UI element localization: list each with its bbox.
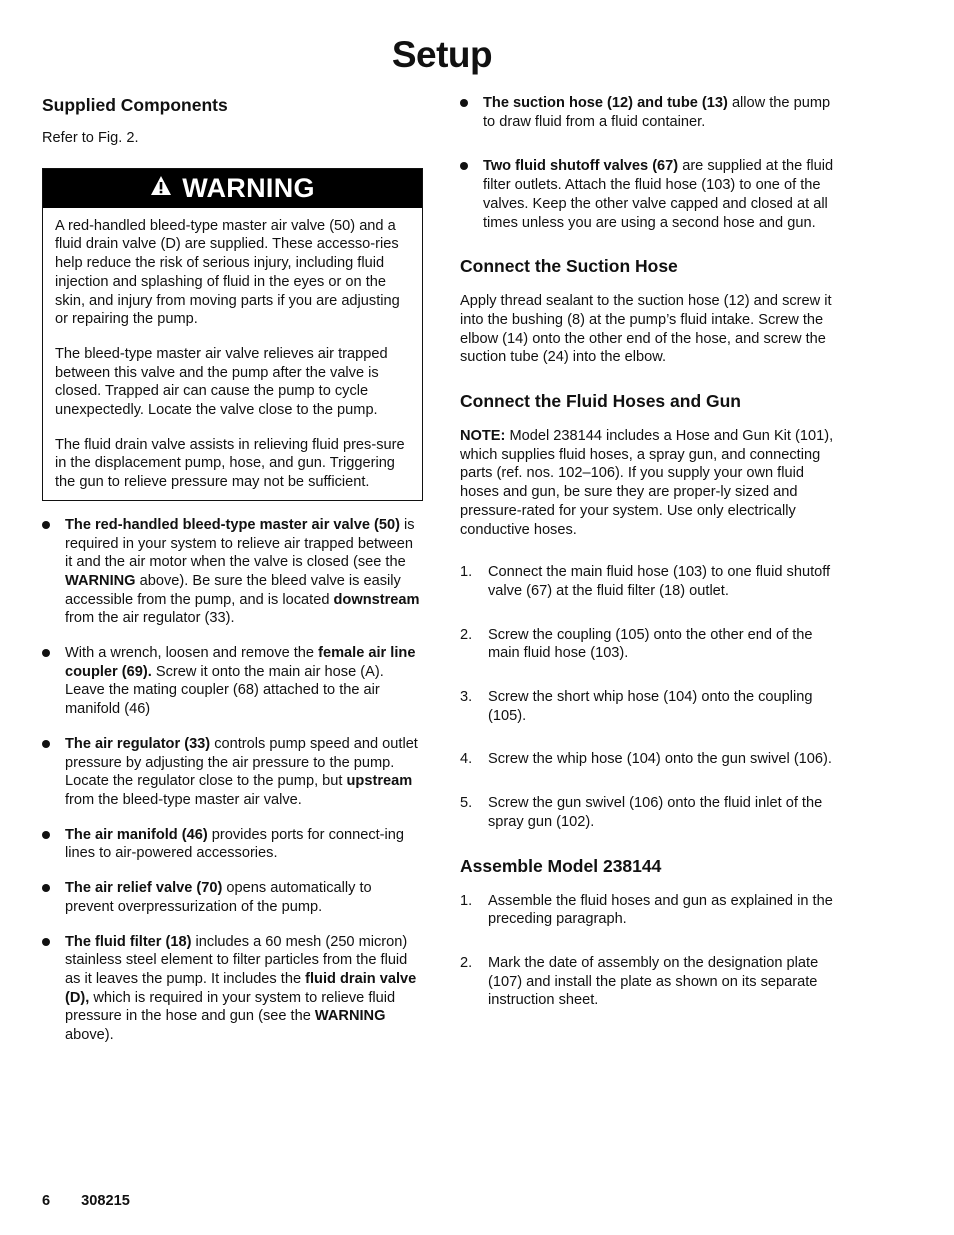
suction-hose-text: Apply thread sealant to the suction hose (12) and screw it into the bushing (8) at the pump’s fluid intake. Screw the elbow (14) onto the other end of the hose, and screw the suction tube (24) into the elbow. [460, 293, 832, 366]
list-item: The red-handled bleed-type master air valve (50) is required in your system to relieve air trapped between it and the air motor when the valve is closed (see the WARNING above). Be sure the bleed valve is easily accessible from the pump, and is located downstream from the air regulator (33). [42, 516, 424, 628]
right-column [460, 90, 842, 1010]
list-item: 1. Assemble the fluid hoses and gun as explained in the preceding paragraph. [460, 892, 833, 928]
supplied-components-heading: Supplied Components [42, 95, 228, 115]
warning-paragraph: A red-handled bleed-type master air valve (50) and a fluid drain valve (D) are supplied. These accesso-ries help reduce the risk of serious injury, including fluid injection and splashing of fluid in the eyes or on the skin, and injury from moving parts if you are adjusting or repairing the pump. [55, 217, 400, 328]
list-item: The air relief valve (70) opens automatically to prevent overpressurization of the pump. [42, 879, 424, 916]
list-item: 5. Screw the gun swivel (106) onto the fluid inlet of the spray gun (102). [460, 795, 823, 830]
warning-triangle-icon [150, 175, 172, 201]
assemble-steps [460, 892, 842, 1011]
component-list [42, 516, 424, 1045]
page-footer [42, 1193, 130, 1209]
warning-paragraph: The fluid drain valve assists in relieving fluid pres-sure in the displacement pump, hose, and gun. Triggering the gun to relieve pressure may not be sufficient. [55, 436, 405, 491]
list-item: Two fluid shutoff valves (67) are supplied at the fluid filter outlets. Attach the fluid hose (103) to one of the valves. Keep the other valve capped and closed at all times unless you are using a second hose and gun. [460, 157, 842, 232]
list-item: 2. Screw the coupling (105) onto the other end of the main fluid hose (103). [460, 626, 813, 662]
warning-title: WARNING [182, 172, 315, 203]
left-column [42, 90, 424, 1045]
list-item: The fluid filter (18) includes a 60 mesh (250 micron) stainless steel element to filter particles from the fluid as it leaves the pump. It includes the fluid drain valve (D), which is required in your system to relieve fluid pressure in the hose and gun (see the WARNING above). [42, 933, 424, 1045]
page-title: Setup [391, 34, 493, 75]
warning-paragraph: The bleed-type master air valve relieves air trapped between this valve and the pump after the valve is closed. Trapped air can cause the pump to cycle unexpectedly. Locate the valve close to the pump. [55, 345, 388, 419]
refer-text: Refer to Fig. 2. [42, 130, 139, 146]
warning-body [43, 208, 422, 500]
list-item: The air regulator (33) controls pump speed and outlet pressure by adjusting the air pressure to the pump. Locate the regulator close to the pump, but upstream from the bleed-type master air valve. [42, 735, 424, 810]
note-text: NOTE: Model 238144 includes a Hose and Gun Kit (101), which supplies fluid hoses, a spray gun, and connecting parts (ref. nos. 102–106). If you supply your own fluid hoses and gun, be sure they are proper-ly sized and pressure-rated for your system. Use only electrically conductive hoses. [460, 428, 834, 538]
list-item: The air manifold (46) provides ports for connect-ing lines to air-powered accessories. [42, 826, 424, 863]
warning-header [43, 169, 422, 208]
list-item: 4. Screw the whip hose (104) onto the gun swivel (106). [460, 751, 832, 768]
list-item: 3. Screw the short whip hose (104) onto the coupling (105). [460, 689, 813, 724]
fluid-hoses-heading: Connect the Fluid Hoses and Gun [460, 391, 741, 412]
hose-steps [460, 563, 842, 831]
assemble-heading: Assemble Model 238144 [460, 855, 662, 876]
warning-box [42, 168, 423, 501]
list-item: 1. Connect the main fluid hose (103) to one fluid shutoff valve (67) at the fluid filter (18) outlet. [460, 564, 831, 599]
document-number: 308215 [81, 1193, 130, 1209]
suction-hose-heading: Connect the Suction Hose [460, 256, 678, 277]
supply-list [460, 94, 842, 232]
list-item: The suction hose (12) and tube (13) allow the pump to draw fluid from a fluid container. [460, 94, 842, 131]
list-item: With a wrench, loosen and remove the female air line coupler (69). Screw it onto the main air hose (A). Leave the mating coupler (68) attached to the air manifold (46) [42, 644, 424, 719]
list-item: 2. Mark the date of assembly on the designation plate (107) and install the plate as shown on its separate instruction sheet. [460, 954, 819, 1009]
page-number: 6 [42, 1193, 51, 1209]
